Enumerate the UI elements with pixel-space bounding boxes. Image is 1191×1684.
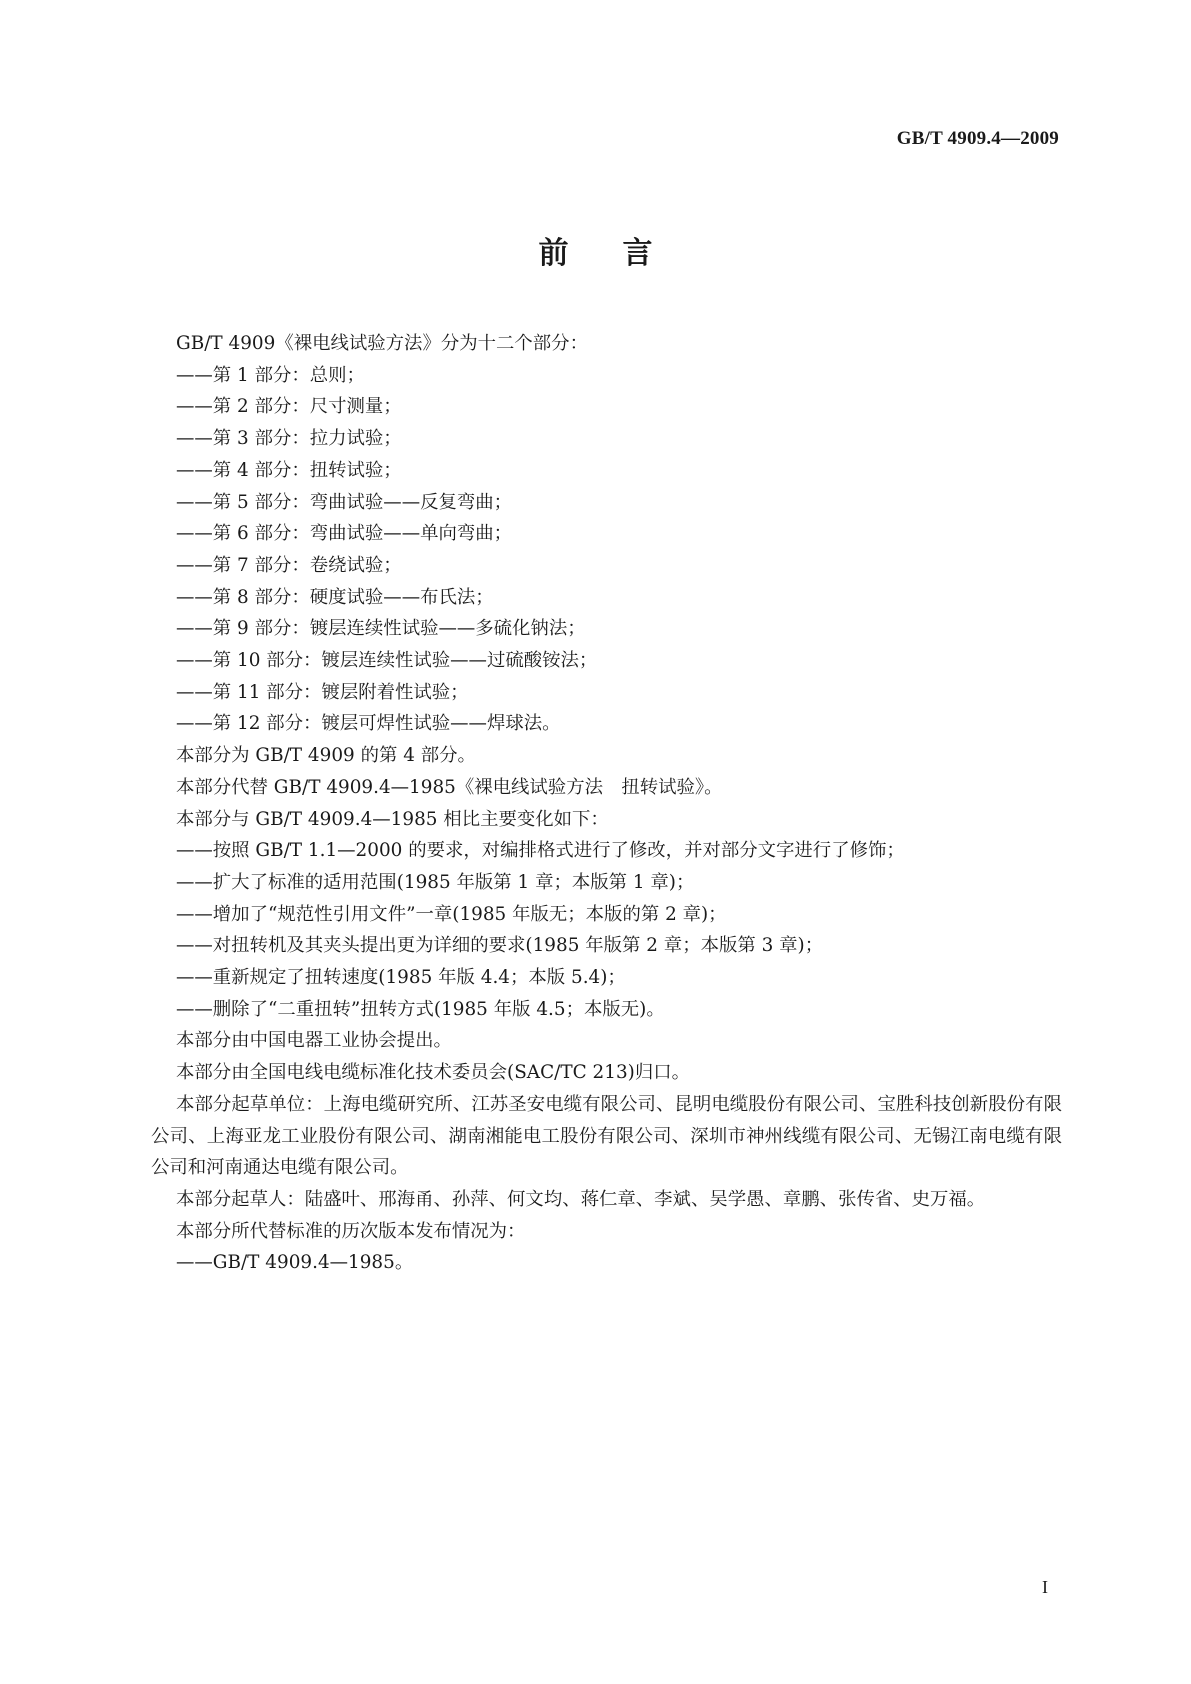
list-item-part-10: ——第 10 部分：镀层连续性试验——过硫酸铵法； [176,650,598,672]
text-line-drafters: 本部分起草人：陆盛叶、邢海甬、孙萍、何文均、蒋仁章、李斌、吴学愚、章鹏、张传省、史万福。 [176,1188,986,1210]
text-line-parts-intro: GB/T 4909《裸电线试验方法》分为十二个部分： [176,333,588,354]
list-item-part-2: ——第 2 部分：尺寸测量； [176,396,402,418]
text-line-replaces: 本部分代替 GB/T 4909.4—1985《裸电线试验方法 扭转试验》。 [176,776,723,798]
list-item-part-9: ——第 9 部分：镀层连续性试验——多硫化钠法； [176,618,586,640]
page-number: I [1042,1577,1048,1597]
list-item-part-5: ——第 5 部分：弯曲试验——反复弯曲； [176,491,513,513]
list-item-change-1: ——按照 GB/T 1.1—2000 的要求，对编排格式进行了修改，并对部分文字进行了修饰； [176,840,905,862]
list-item-change-4: ——对扭转机及其夹头提出更为详细的要求(1985 年版第 2 章；本版第 3 章)； [176,935,824,957]
list-item-part-8: ——第 8 部分：硬度试验——布氏法； [176,586,494,608]
list-item-part-12: ——第 12 部分：镀层可焊性试验——焊球法。 [176,713,561,735]
list-item-change-3: ——增加了“规范性引用文件”一章(1985 年版无；本版的第 2 章)； [176,903,727,925]
list-item-history: ——GB/T 4909.4—1985。 [176,1252,414,1274]
list-item-part-6: ——第 6 部分：弯曲试验——单向弯曲； [176,523,513,545]
page-title: 前言 [538,236,707,271]
foreword-body [151,328,1062,1279]
text-line-proposed-by: 本部分由中国电器工业协会提出。 [176,1030,452,1052]
text-line-centralized-by: 本部分由全国电线电缆标准化技术委员会(SAC/TC 213)归口。 [176,1062,690,1084]
standard-number: GB/T 4909.4—2009 [896,128,1059,149]
text-line-changes-intro: 本部分与 GB/T 4909.4—1985 相比主要变化如下： [176,808,609,830]
text-line-history-intro: 本部分所代替标准的历次版本发布情况为： [176,1220,526,1242]
list-item-change-6: ——删除了“二重扭转”扭转方式(1985 年版 4.5；本版无)。 [176,998,665,1020]
list-item-part-7: ——第 7 部分：卷绕试验； [176,554,402,576]
list-item-part-11: ——第 11 部分：镀层附着性试验； [176,681,469,703]
paragraph-drafting-units: 本部分起草单位：上海电缆研究所、江苏圣安电缆有限公司、昆明电缆股份有限公司、宝胜科技创新股份有限公司、上海亚龙工业股份有限公司、湖南湘能电工股份有限公司、深圳市神州线缆有限公司、无锡江南电缆有限公司和河南通达电缆有限公司。 [151,1093,1062,1179]
list-item-part-4: ——第 4 部分：扭转试验； [176,459,402,481]
list-item-change-5: ——重新规定了扭转速度(1985 年版 4.4；本版 5.4)； [176,967,626,989]
text-line-part-statement: 本部分为 GB/T 4909 的第 4 部分。 [176,745,476,767]
list-item-change-2: ——扩大了标准的适用范围(1985 年版第 1 章；本版第 1 章)； [176,871,695,893]
list-item-part-1: ——第 1 部分：总则； [176,364,365,386]
list-item-part-3: ——第 3 部分：拉力试验； [176,428,402,450]
